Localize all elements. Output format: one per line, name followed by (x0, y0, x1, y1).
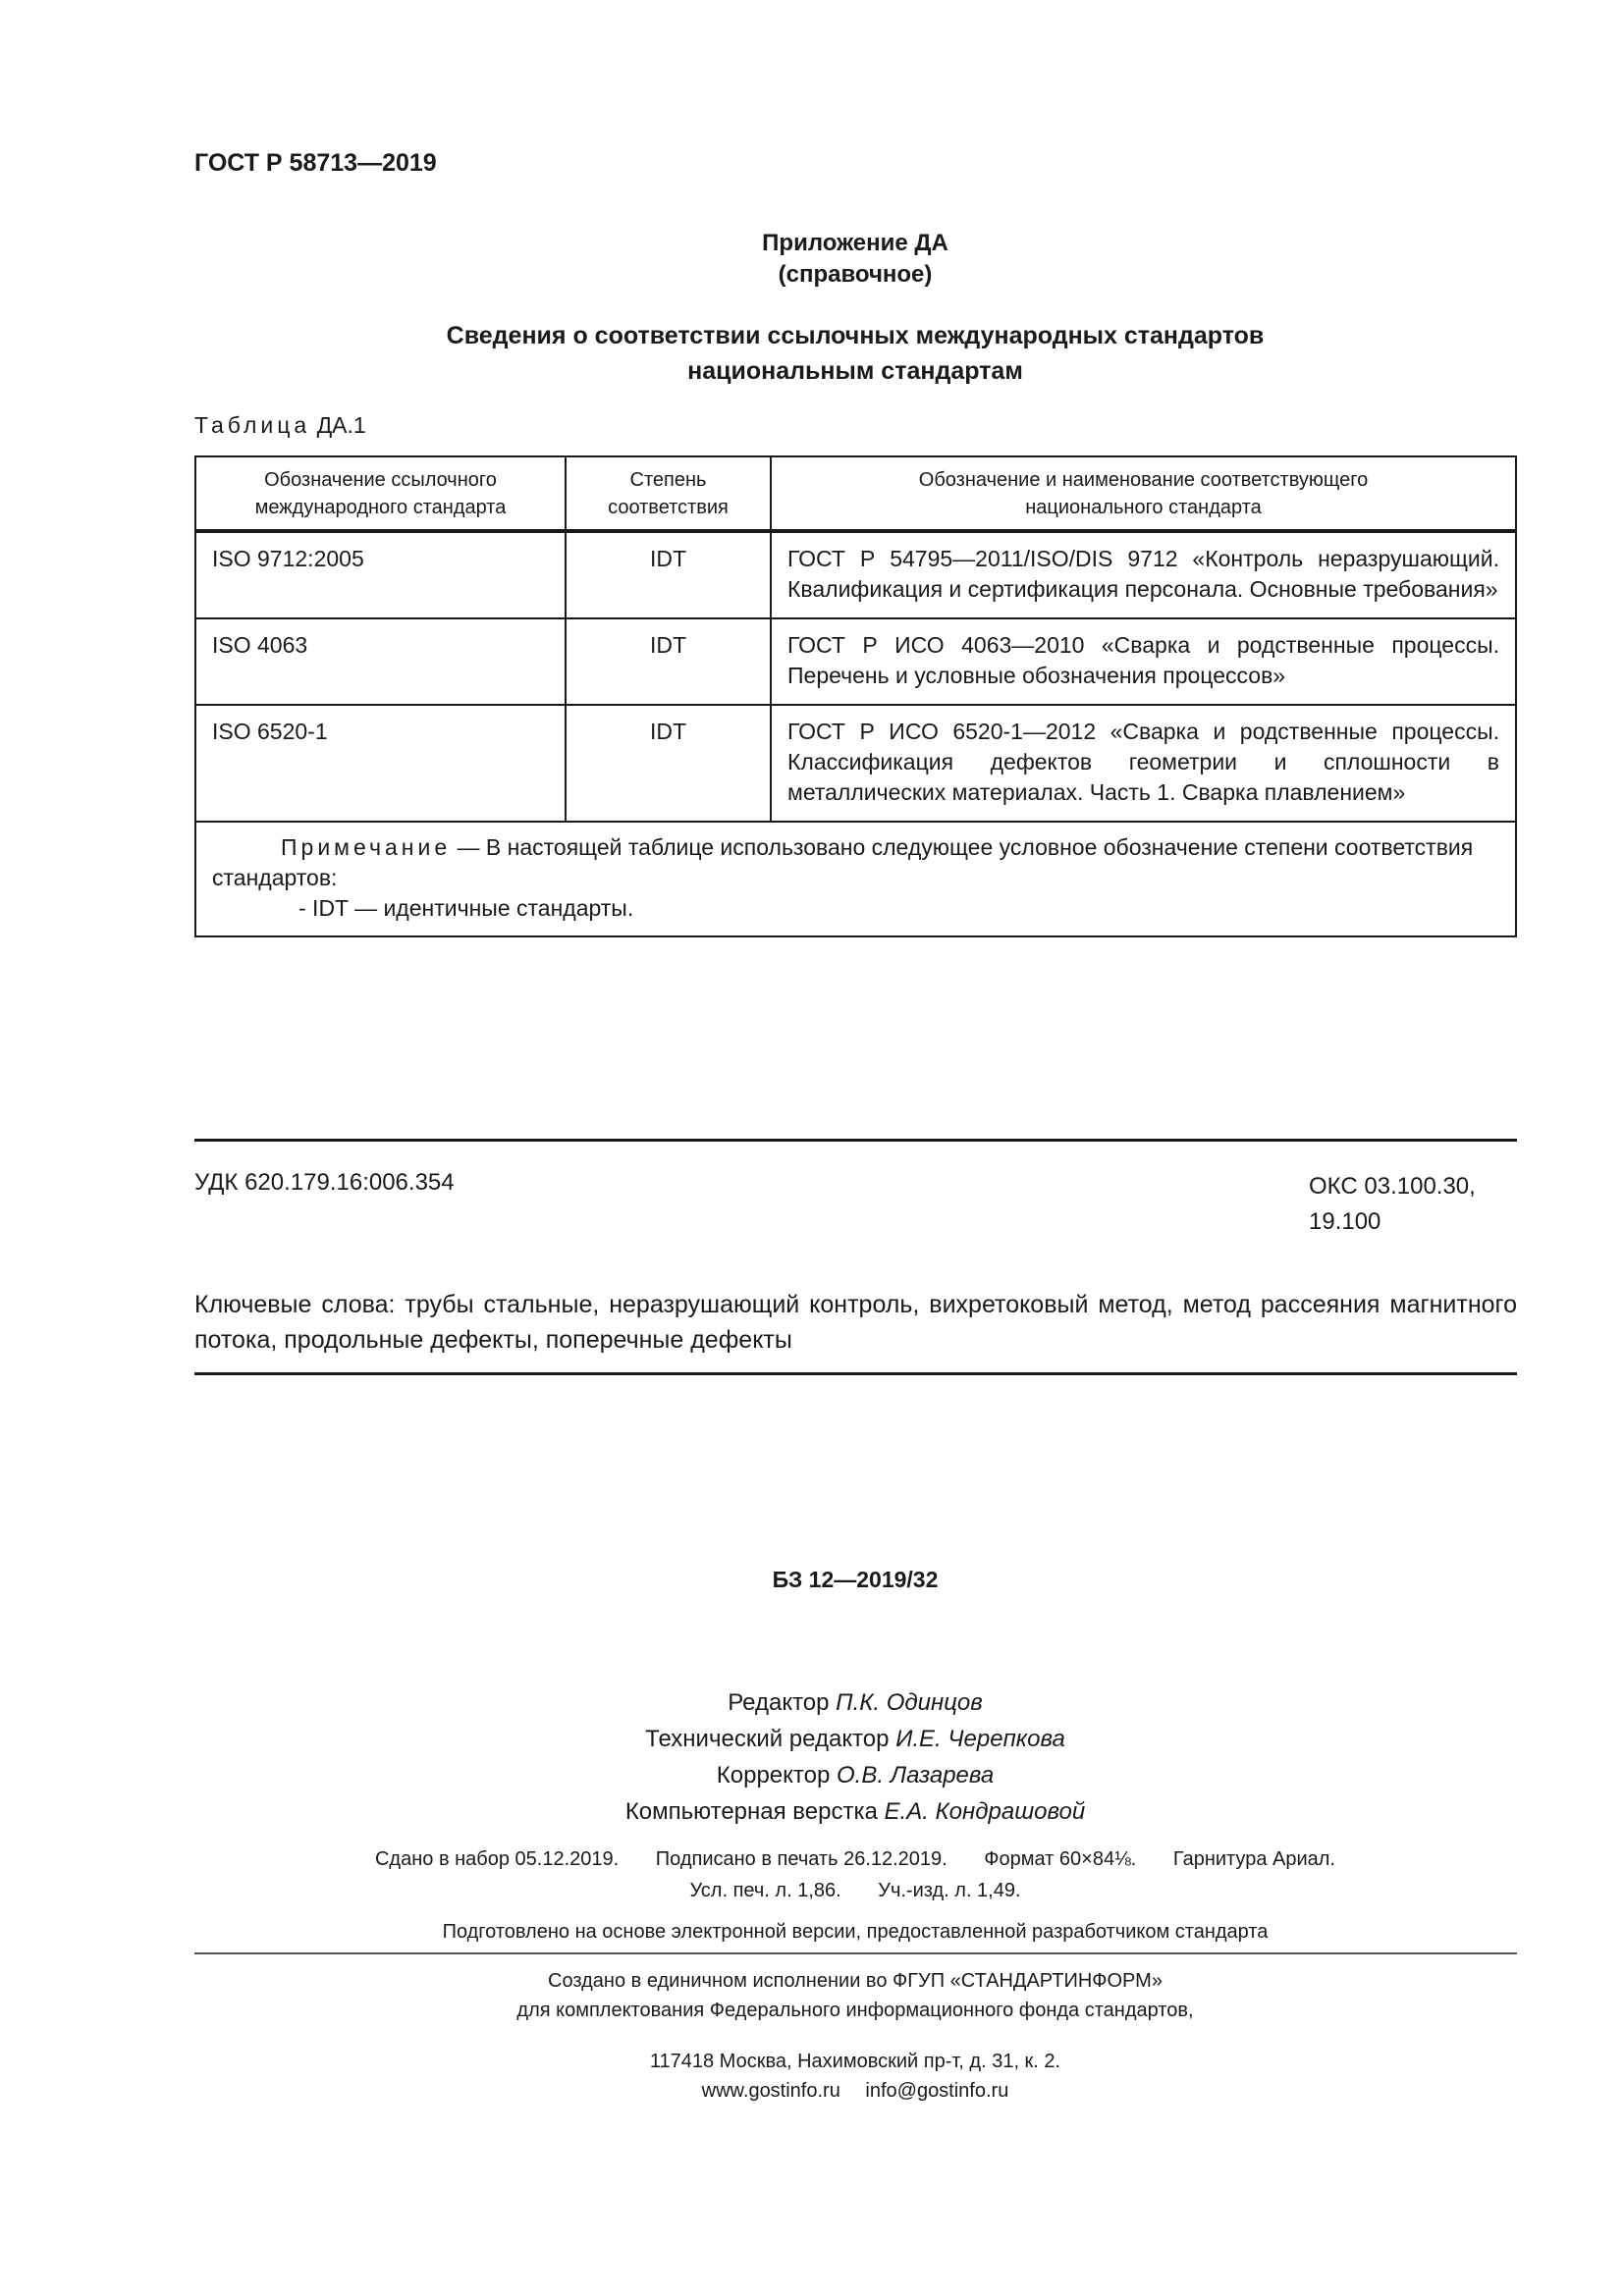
cell-degree: IDT (566, 705, 771, 822)
udk-code: УДК 620.179.16:006.354 (194, 1169, 455, 1196)
reference-standards-table (194, 455, 1517, 937)
credit-tech-editor: Технический редактор И.Е. Черепкова (645, 1726, 1065, 1752)
cell-national: ГОСТ Р ИСО 6520-1—2012 «Сварка и родственные процессы. Классификация дефектов геометрии и сплошности в металлических материалах. Часть 1. Сварка плавлением» (771, 705, 1516, 822)
divider-keywords (194, 1372, 1517, 1375)
keywords: Ключевые слова: трубы стальные, неразрушающий контроль, вихретоковый метод, метод рассеяния магнитного потока, продольные дефекты, поперечные дефекты (194, 1291, 1517, 1354)
oks-line1: ОКС 03.100.30, (1309, 1173, 1476, 1200)
print-info-line1 (194, 1843, 1516, 1875)
publisher-address (194, 2047, 1516, 2106)
website-link[interactable]: www.gostinfo.ru (701, 2080, 840, 2102)
note-text (212, 832, 1499, 893)
credit-layout: Компьютерная верстка Е.А. Кондрашовой (624, 1798, 1086, 1825)
divider-top (194, 1139, 1517, 1142)
table-row (195, 531, 1516, 618)
table-row (195, 705, 1516, 822)
cell-ref: ISO 6520-1 (195, 705, 566, 822)
table-row (195, 618, 1516, 705)
cell-national: ГОСТ Р 54795—2011/ISO/DIS 9712 «Контроль неразрушающий. Квалификация и сертификация персонала. Основные требования» (771, 531, 1516, 618)
cell-degree: IDT (566, 531, 771, 618)
print-sheets: Усл. печ. л. 1,86. (689, 1880, 841, 1901)
header-national-standard: Обозначение и наименование соответствующего национального стандарта (771, 456, 1516, 531)
header-degree: Степень соответствия (566, 456, 771, 531)
cell-ref: ISO 9712:2005 (195, 531, 566, 618)
contact-line (194, 2076, 1516, 2106)
bz-code: БЗ 12—2019/32 (772, 1567, 939, 1592)
document-code: ГОСТ Р 58713—2019 (194, 149, 437, 177)
appendix-subtitle: (справочное) (778, 261, 933, 288)
address-line: 117418 Москва, Нахимовский пр-т, д. 31, к. 2. (649, 2051, 1061, 2072)
created-line1: Создано в единичном исполнении во ФГУП «СТАНДАРТИНФОРМ» (548, 1970, 1163, 1992)
appendix-heading-line2: национальным стандартам (687, 357, 1023, 385)
credit-proofreader: Корректор О.В. Лазарева (716, 1762, 995, 1789)
note-item: - IDT — идентичные стандарты. (298, 895, 634, 921)
header-ref-standard: Обозначение ссылочного международного стандарта (195, 456, 566, 531)
cell-national: ГОСТ Р ИСО 4063—2010 «Сварка и родственные процессы. Перечень и условные обозначения процессов» (771, 618, 1516, 705)
table-label-number: ДА.1 (316, 412, 366, 438)
divider-footer (194, 1952, 1517, 1954)
print-info-line2 (194, 1875, 1516, 1906)
created-line2: для комплектования Федерального информационного фонда стандартов, (516, 2000, 1194, 2021)
cell-ref: ISO 4063 (195, 618, 566, 705)
appendix-heading (194, 318, 1516, 389)
appendix-heading-line1: Сведения о соответствии ссылочных международных стандартов (446, 322, 1265, 349)
paper-format: Формат 60×84⅛. (984, 1848, 1137, 1870)
signed-date: Подписано в печать 26.12.2019. (655, 1848, 947, 1870)
table-note-row (195, 822, 1516, 936)
appendix-title: Приложение ДА (762, 230, 948, 256)
pub-sheets: Уч.-изд. л. 1,49. (878, 1880, 1021, 1901)
print-info (194, 1843, 1516, 1906)
note-label: Примечание (281, 834, 452, 860)
oks-line2: 19.100 (1309, 1208, 1381, 1235)
credits (194, 1684, 1516, 1830)
cell-degree: IDT (566, 618, 771, 705)
typeface: Гарнитура Ариал. (1172, 1848, 1335, 1870)
appendix-title-block (194, 228, 1516, 291)
table-label-word: Таблица (194, 412, 311, 438)
oks-code (1309, 1169, 1476, 1240)
table-label (194, 412, 366, 439)
credit-editor: Редактор П.К. Одинцов (728, 1689, 983, 1716)
email-link[interactable]: info@gostinfo.ru (865, 2080, 1009, 2102)
submitted-date: Сдано в набор 05.12.2019. (374, 1848, 620, 1870)
publisher-info (194, 1966, 1516, 2025)
note-body: — В настоящей таблице использовано следующее условное обозначение степени соответствия стандартов: (212, 834, 1474, 890)
table-note (195, 822, 1516, 936)
prepared-note: Подготовлено на основе электронной версии, предоставленной разработчиком стандарта (442, 1921, 1269, 1943)
table-header-row (195, 456, 1516, 531)
